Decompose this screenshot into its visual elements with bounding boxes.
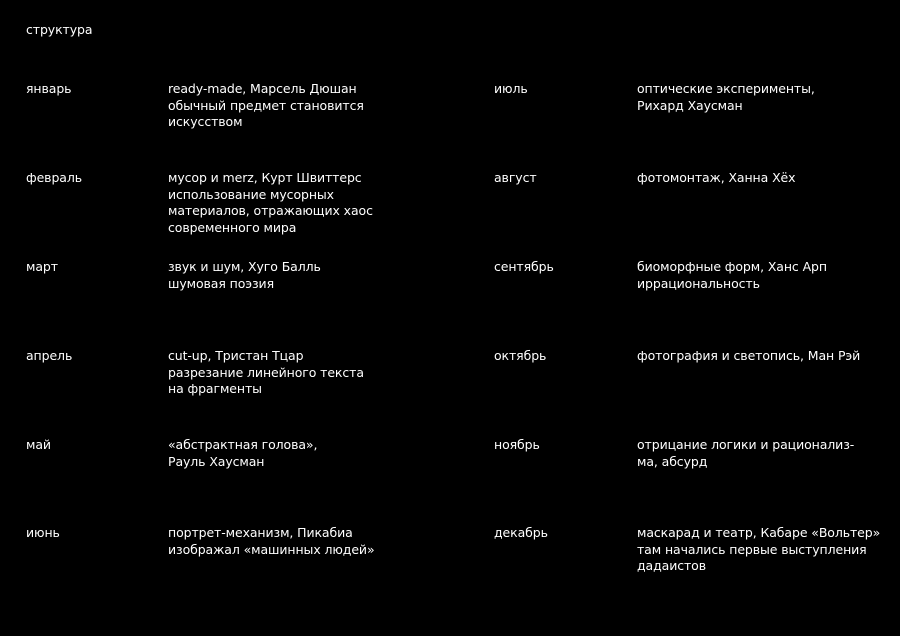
description-line: ready-made, Марсель Дюшан <box>168 81 357 96</box>
month-label: ноябрь <box>494 437 540 452</box>
month-label: октябрь <box>494 348 547 363</box>
month-description <box>637 170 795 187</box>
page-title: структура <box>26 22 93 37</box>
month-label: июль <box>494 81 528 96</box>
month-description <box>168 348 364 398</box>
schedule-row <box>0 81 900 161</box>
description-line: обычный предмет становится <box>168 97 364 113</box>
month-label: май <box>26 437 51 452</box>
month-description <box>168 525 375 558</box>
description-line: оптические эксперименты, <box>637 81 815 96</box>
schedule-row <box>0 259 900 339</box>
description-line: биоморфные форм, Ханс Арп <box>637 259 827 274</box>
description-line: маскарад и театр, Кабаре «Вольтер» <box>637 525 881 540</box>
month-description <box>168 259 321 292</box>
description-line: там начались первые выступления <box>637 541 867 557</box>
schedule-row <box>0 170 900 250</box>
month-description <box>637 259 827 292</box>
month-label: январь <box>26 81 72 96</box>
description-line: отрицание логики и рационализ- <box>637 437 855 452</box>
month-description <box>168 437 317 470</box>
description-line: на фрагменты <box>168 381 262 397</box>
description-line: материалов, отражающих хаос <box>168 203 373 219</box>
month-label: апрель <box>26 348 73 363</box>
month-description <box>637 525 880 575</box>
description-line: иррациональность <box>637 275 760 291</box>
month-description <box>637 81 815 114</box>
month-description <box>637 437 854 470</box>
description-line: использование мусорных <box>168 186 334 202</box>
month-label: июнь <box>26 525 60 540</box>
description-line: современного мира <box>168 220 297 236</box>
month-label: декабрь <box>494 525 548 540</box>
month-description <box>168 81 364 131</box>
description-line: фотография и светопись, Ман Рэй <box>637 348 861 363</box>
description-line: Рауль Хаусман <box>168 453 265 469</box>
description-line: Рихард Хаусман <box>637 97 743 113</box>
schedule-row <box>0 348 900 428</box>
description-line: звук и шум, Хуго Балль <box>168 259 321 274</box>
schedule-row <box>0 437 900 517</box>
description-line: ма, абсурд <box>637 453 708 469</box>
description-line: «абстрактная голова», <box>168 437 318 452</box>
month-description <box>168 170 373 237</box>
description-line: дадаистов <box>637 558 706 574</box>
description-line: cut-up, Тристан Тцар <box>168 348 304 363</box>
month-label: март <box>26 259 58 274</box>
month-label: сентябрь <box>494 259 554 274</box>
month-label: февраль <box>26 170 82 185</box>
description-line: фотомонтаж, Ханна Хёх <box>637 170 796 185</box>
description-line: мусор и merz, Курт Швиттерс <box>168 170 362 185</box>
description-line: изображал «машинных людей» <box>168 541 375 557</box>
month-description <box>637 348 860 365</box>
description-line: разрезание линейного текста <box>168 364 364 380</box>
schedule-row <box>0 525 900 605</box>
description-line: шумовая поэзия <box>168 275 275 291</box>
month-label: август <box>494 170 537 185</box>
description-line: искусством <box>168 114 243 130</box>
description-line: портрет-механизм, Пикабиа <box>168 525 353 540</box>
